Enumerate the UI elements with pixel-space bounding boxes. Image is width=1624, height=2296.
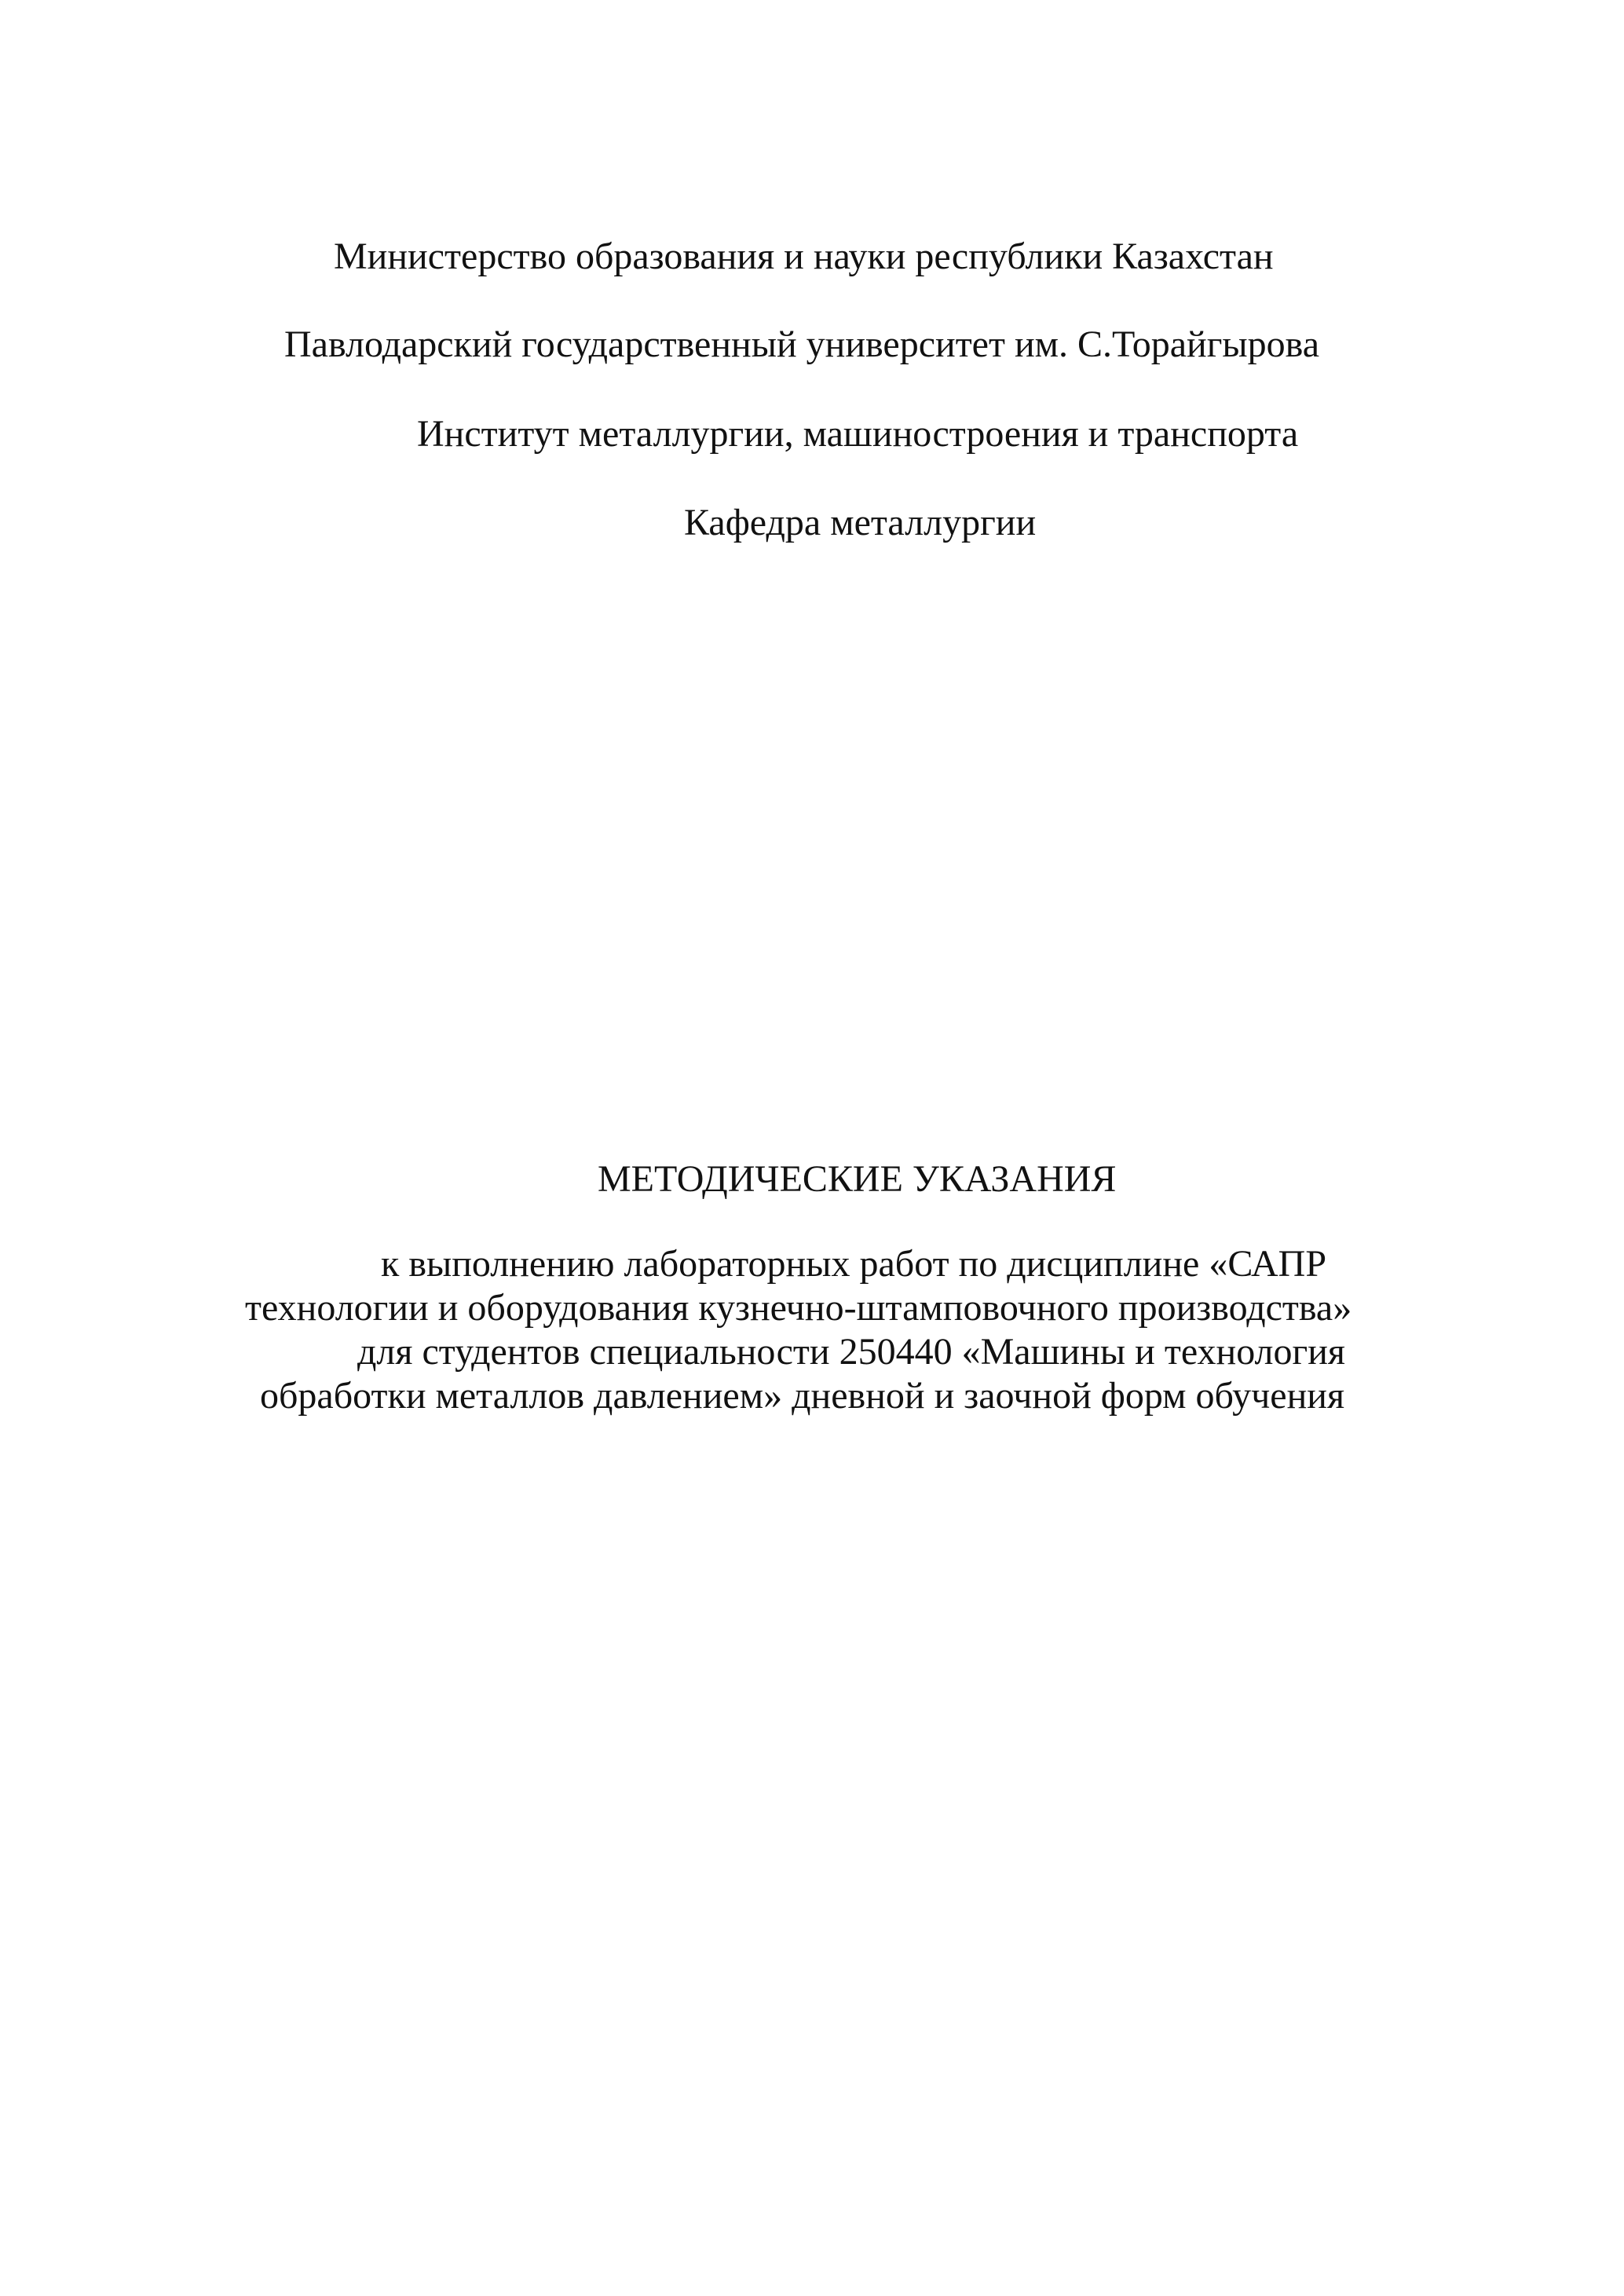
- description-line: обработки металлов давлением» дневной и заочной форм обучения: [260, 1375, 1345, 1417]
- ministry-line: Министерство образования и науки республики Казахстан: [334, 236, 1274, 277]
- description-line: технологии и оборудования кузнечно-штамповочного производства»: [245, 1287, 1352, 1329]
- description-line: для студентов специальности 250440 «Машины и технология: [357, 1331, 1345, 1373]
- institute-line: Институт металлургии, машиностроения и транспорта: [417, 413, 1299, 455]
- description-line: к выполнению лабораторных работ по дисциплине «САПР: [381, 1243, 1327, 1285]
- department-line: Кафедра металлургии: [684, 502, 1037, 543]
- document-title: МЕТОДИЧЕСКИЕ УКАЗАНИЯ: [598, 1158, 1117, 1200]
- university-line: Павлодарский государственный университет им. С.Торайгырова: [284, 324, 1320, 365]
